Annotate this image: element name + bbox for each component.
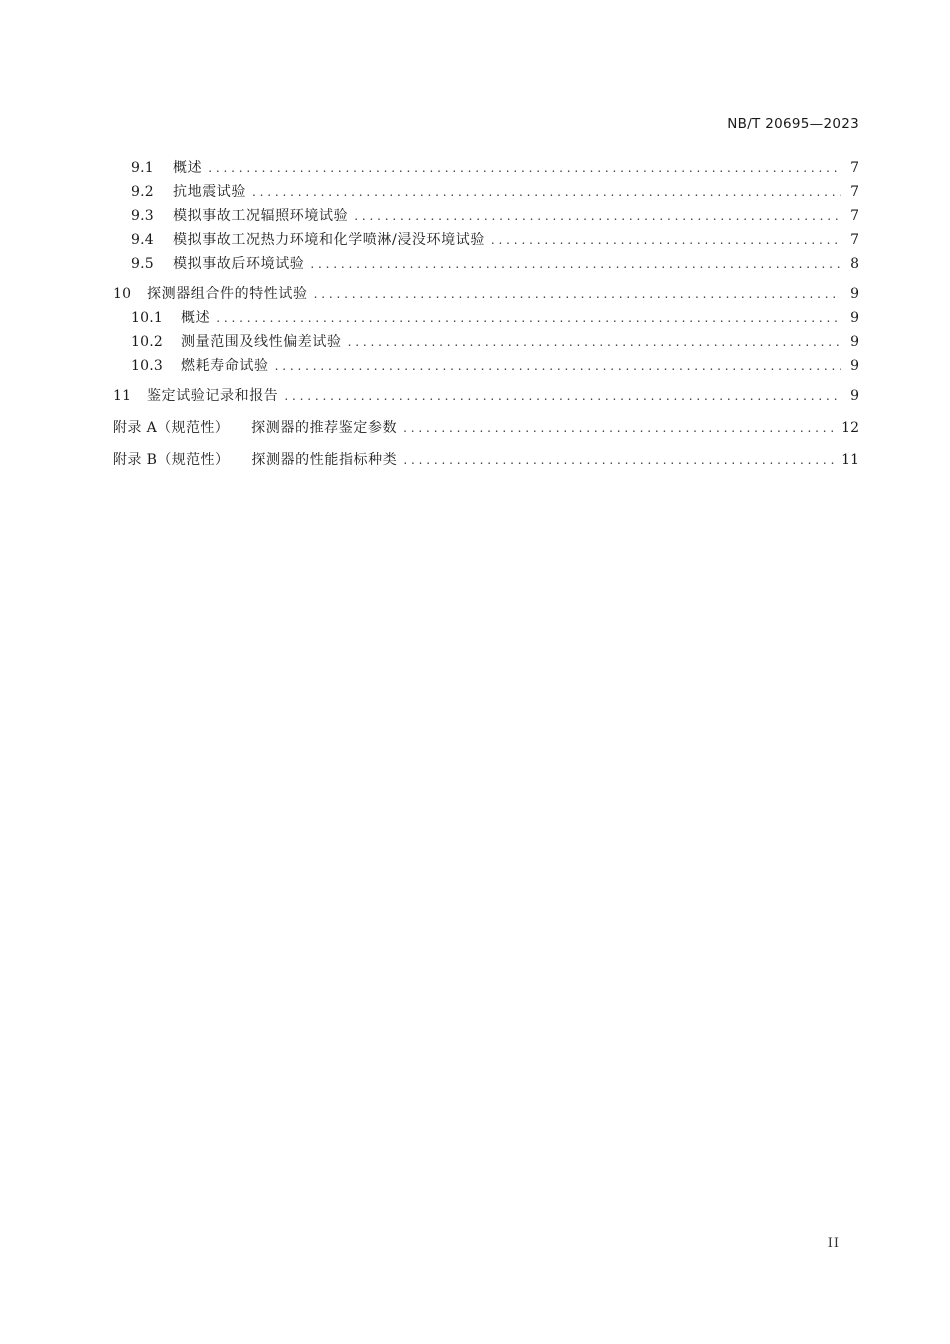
toc-entry-appendix-b[interactable] <box>113 448 859 472</box>
toc-entry-title: 模拟事故后环境试验 <box>173 256 305 272</box>
toc-entry-9-2[interactable] <box>113 180 859 204</box>
toc-entry-appendix-a[interactable] <box>113 416 859 440</box>
toc-entry-number: 10.1 <box>131 310 163 326</box>
toc-entry-number: 11 <box>113 388 132 404</box>
toc-entry-page: 11 <box>841 452 859 468</box>
toc-dot-leader <box>403 448 835 472</box>
toc-entry-title: 燃耗寿命试验 <box>181 358 269 374</box>
table-of-contents <box>113 156 859 472</box>
toc-entry-9-4[interactable] <box>113 228 859 252</box>
toc-dot-leader <box>348 330 841 354</box>
toc-entry-number: 9.2 <box>131 184 154 200</box>
toc-entry-page: 7 <box>850 184 859 200</box>
toc-entry-title: 探测器组合件的特性试验 <box>147 286 308 302</box>
toc-entry-10-2[interactable] <box>113 330 859 354</box>
toc-entry-page: 7 <box>850 208 859 224</box>
toc-entry-10[interactable] <box>113 282 859 306</box>
page-number: II <box>827 1236 840 1251</box>
toc-entry-9-1[interactable] <box>113 156 859 180</box>
toc-entry-page: 9 <box>850 358 859 374</box>
toc-dot-leader <box>284 384 841 408</box>
toc-entry-10-3[interactable] <box>113 354 859 378</box>
toc-entry-title: 概述 <box>173 160 203 176</box>
toc-entry-page: 7 <box>850 232 859 248</box>
toc-entry-number: 9.1 <box>131 160 154 176</box>
toc-dot-leader <box>252 180 841 204</box>
toc-entry-number: 10 <box>113 286 132 302</box>
toc-entry-9-5[interactable] <box>113 252 859 276</box>
toc-entry-page: 9 <box>850 310 859 326</box>
toc-entry-title: 概述 <box>181 310 211 326</box>
toc-entry-page: 7 <box>850 160 859 176</box>
toc-entry-number: 10.3 <box>131 358 163 374</box>
toc-entry-title: 模拟事故工况热力环境和化学喷淋/浸没环境试验 <box>173 232 485 248</box>
toc-dot-leader <box>216 306 841 330</box>
toc-entry-number: 9.5 <box>131 256 154 272</box>
toc-entry-title: 模拟事故工况辐照环境试验 <box>173 208 349 224</box>
toc-entry-page: 9 <box>850 334 859 350</box>
toc-entry-11[interactable] <box>113 384 859 408</box>
toc-entry-9-3[interactable] <box>113 204 859 228</box>
toc-entry-title: 测量范围及线性偏差试验 <box>181 334 342 350</box>
toc-entry-number: 附录 B（规范性） <box>113 452 230 468</box>
toc-entry-page: 9 <box>850 286 859 302</box>
toc-entry-title: 探测器的推荐鉴定参数 <box>251 420 398 436</box>
toc-dot-leader <box>314 282 841 306</box>
toc-entry-number: 9.4 <box>131 232 154 248</box>
toc-dot-leader <box>310 252 841 276</box>
toc-dot-leader <box>208 156 841 180</box>
toc-entry-number: 附录 A（规范性） <box>113 420 230 436</box>
toc-dot-leader <box>354 204 841 228</box>
toc-entry-page: 12 <box>841 420 859 436</box>
toc-dot-leader <box>403 416 835 440</box>
toc-dot-leader <box>491 228 841 252</box>
toc-entry-number: 9.3 <box>131 208 154 224</box>
toc-entry-page: 9 <box>850 388 859 404</box>
toc-entry-10-1[interactable] <box>113 306 859 330</box>
toc-entry-title: 鉴定试验记录和报告 <box>147 388 279 404</box>
toc-entry-title: 抗地震试验 <box>173 184 246 200</box>
toc-entry-title: 探测器的性能指标种类 <box>251 452 398 468</box>
toc-entry-page: 8 <box>850 256 859 272</box>
toc-dot-leader <box>275 354 841 378</box>
document-header: NB/T 20695—2023 <box>727 116 859 132</box>
toc-entry-number: 10.2 <box>131 334 163 350</box>
